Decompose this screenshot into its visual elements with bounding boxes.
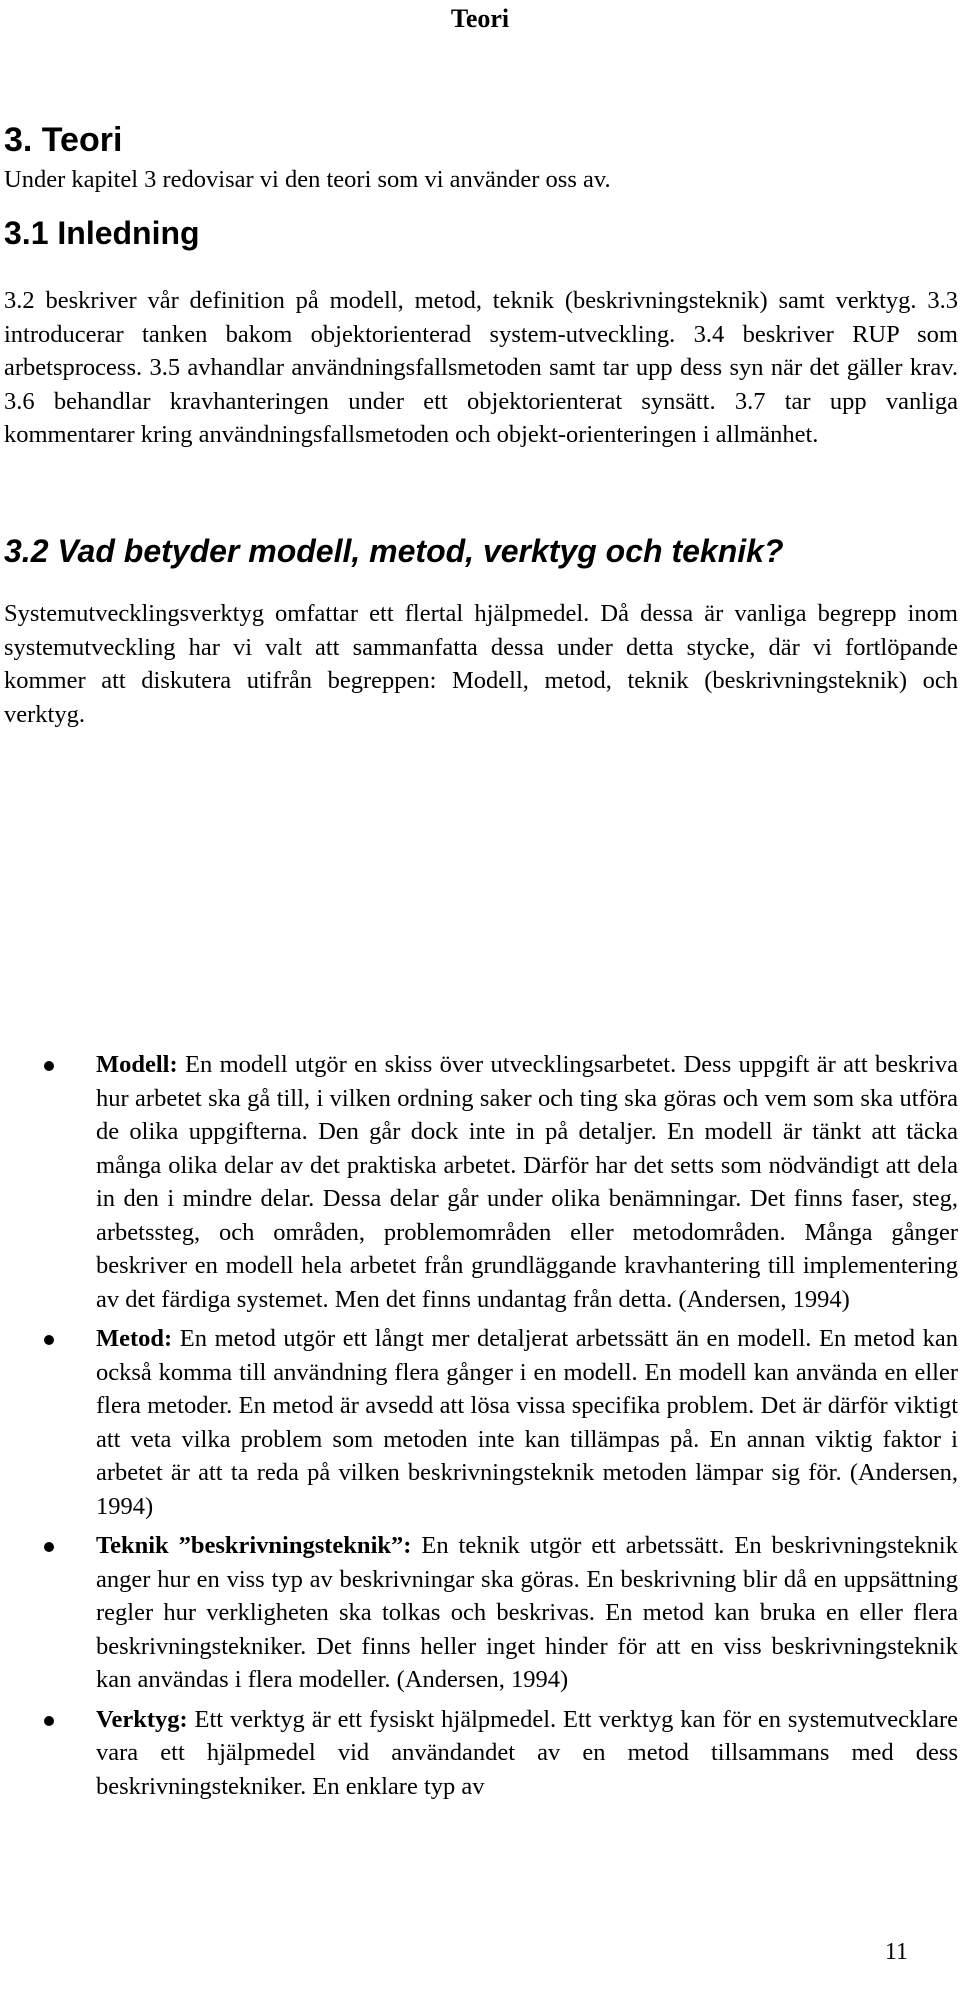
intro-paragraph: Under kapitel 3 redovisar vi den teori som vi använder oss av. — [4, 166, 611, 193]
section-heading-definitions: 3.2 Vad betyder modell, metod, verktyg och teknik? — [4, 533, 784, 569]
running-header: Teori — [450, 4, 510, 33]
list-item-verktyg — [0, 1703, 958, 1804]
bullet-icon — [44, 1061, 54, 1071]
list-item-modell — [0, 1048, 958, 1316]
term-verktyg: Verktyg: — [96, 1705, 195, 1733]
definition-verktyg: Ett verktyg är ett fysiskt hjälpmedel. Ett verktyg kan för en systemutvecklare vara ett hjälpmedel vid användandet av en metod tillsammans med dess beskrivningstekniker. En enklare typ av — [96, 1705, 958, 1800]
term-teknik: Teknik ”beskrivningsteknik”: — [96, 1532, 422, 1559]
chapter-heading: 3. Teori — [4, 121, 123, 159]
bullet-icon — [44, 1335, 54, 1345]
bullet-icon — [44, 1716, 54, 1726]
list-item-teknik — [0, 1529, 958, 1697]
page-number: 11 — [884, 1939, 908, 1965]
definitions-paragraph: Systemutvecklingsverktyg omfattar ett flertal hjälpmedel. Då dessa är vanliga begrepp inom systemutveckling har vi valt att sammanfatta dessa under detta stycke, där vi fortlöpande kommer att diskutera utifrån begreppen: Modell, metod, teknik (beskrivningsteknik) och verktyg. — [4, 600, 958, 728]
bullet-icon — [44, 1542, 54, 1552]
inledning-paragraph: 3.2 beskriver vår definition på modell, metod, teknik (beskrivningsteknik) samt verktyg. 3.3 introducerar tanken bakom objektorienterad system-utveckling. 3.4 beskriver RUP som arbetsprocess. 3.5 avhandlar användningsfallsmetoden samt tar upp dess syn när det gäller krav. 3.6 behandlar kravhanteringen under ett objektorienterat synsätt. 3.7 tar upp vanliga kommentarer kring användningsfallsmetoden och objekt-orienteringen i allmänhet. — [4, 287, 958, 448]
definition-modell: En modell utgör en skiss över utvecklingsarbetet. Dess uppgift är att beskriva hur arbetet ska gå till, i vilken ordning saker och ting ska göras och vem som ska utföra de olika uppgifterna. Den går dock inte in på detaljer. En modell är tänkt att täcka många olika delar av det praktiska arbetet. Därför har det setts som nödvändigt att dela in den i mindre delar. Dessa delar går under olika benämningar. Det finns faser, steg, arbetssteg, och områden, problemområden eller metodområden. Många gånger beskriver en modell hela arbetet från grundläggande kravhantering till implementering av det färdiga systemet. Men det finns undantag från detta. (Andersen, 1994) — [96, 1051, 958, 1313]
definition-teknik: En teknik utgör ett arbetssätt. En beskrivningsteknik anger hur en viss typ av beskrivningar ska göras. En beskrivning blir då en uppsättning regler hur verkligheten ska tolkas och beskrivas. En metod kan bruka en eller flera beskrivningstekniker. Det finns heller inget hinder för att en viss beskrivningsteknik kan användas i flera modeller. (Andersen, 1994) — [96, 1532, 958, 1693]
section-heading-inledning: 3.1 Inledning — [4, 215, 200, 251]
term-metod: Metod: — [96, 1325, 180, 1352]
definition-metod: En metod utgör ett långt mer detaljerat arbetssätt än en modell. En metod kan också komma till användning flera gånger i en modell. En modell kan använda en eller flera metoder. En metod är avsedd att lösa vissa specifika problem. Det är därför viktigt att veta vilka problem som metoden inte kan tillämpas på. En annan viktig faktor i arbetet är att ta reda på vilken beskrivningsteknik metoden lämpar sig för. (Andersen, 1994) — [96, 1325, 958, 1520]
list-item-metod — [0, 1322, 958, 1523]
definitions-list — [0, 1048, 958, 1809]
term-modell: Modell: — [96, 1051, 186, 1078]
